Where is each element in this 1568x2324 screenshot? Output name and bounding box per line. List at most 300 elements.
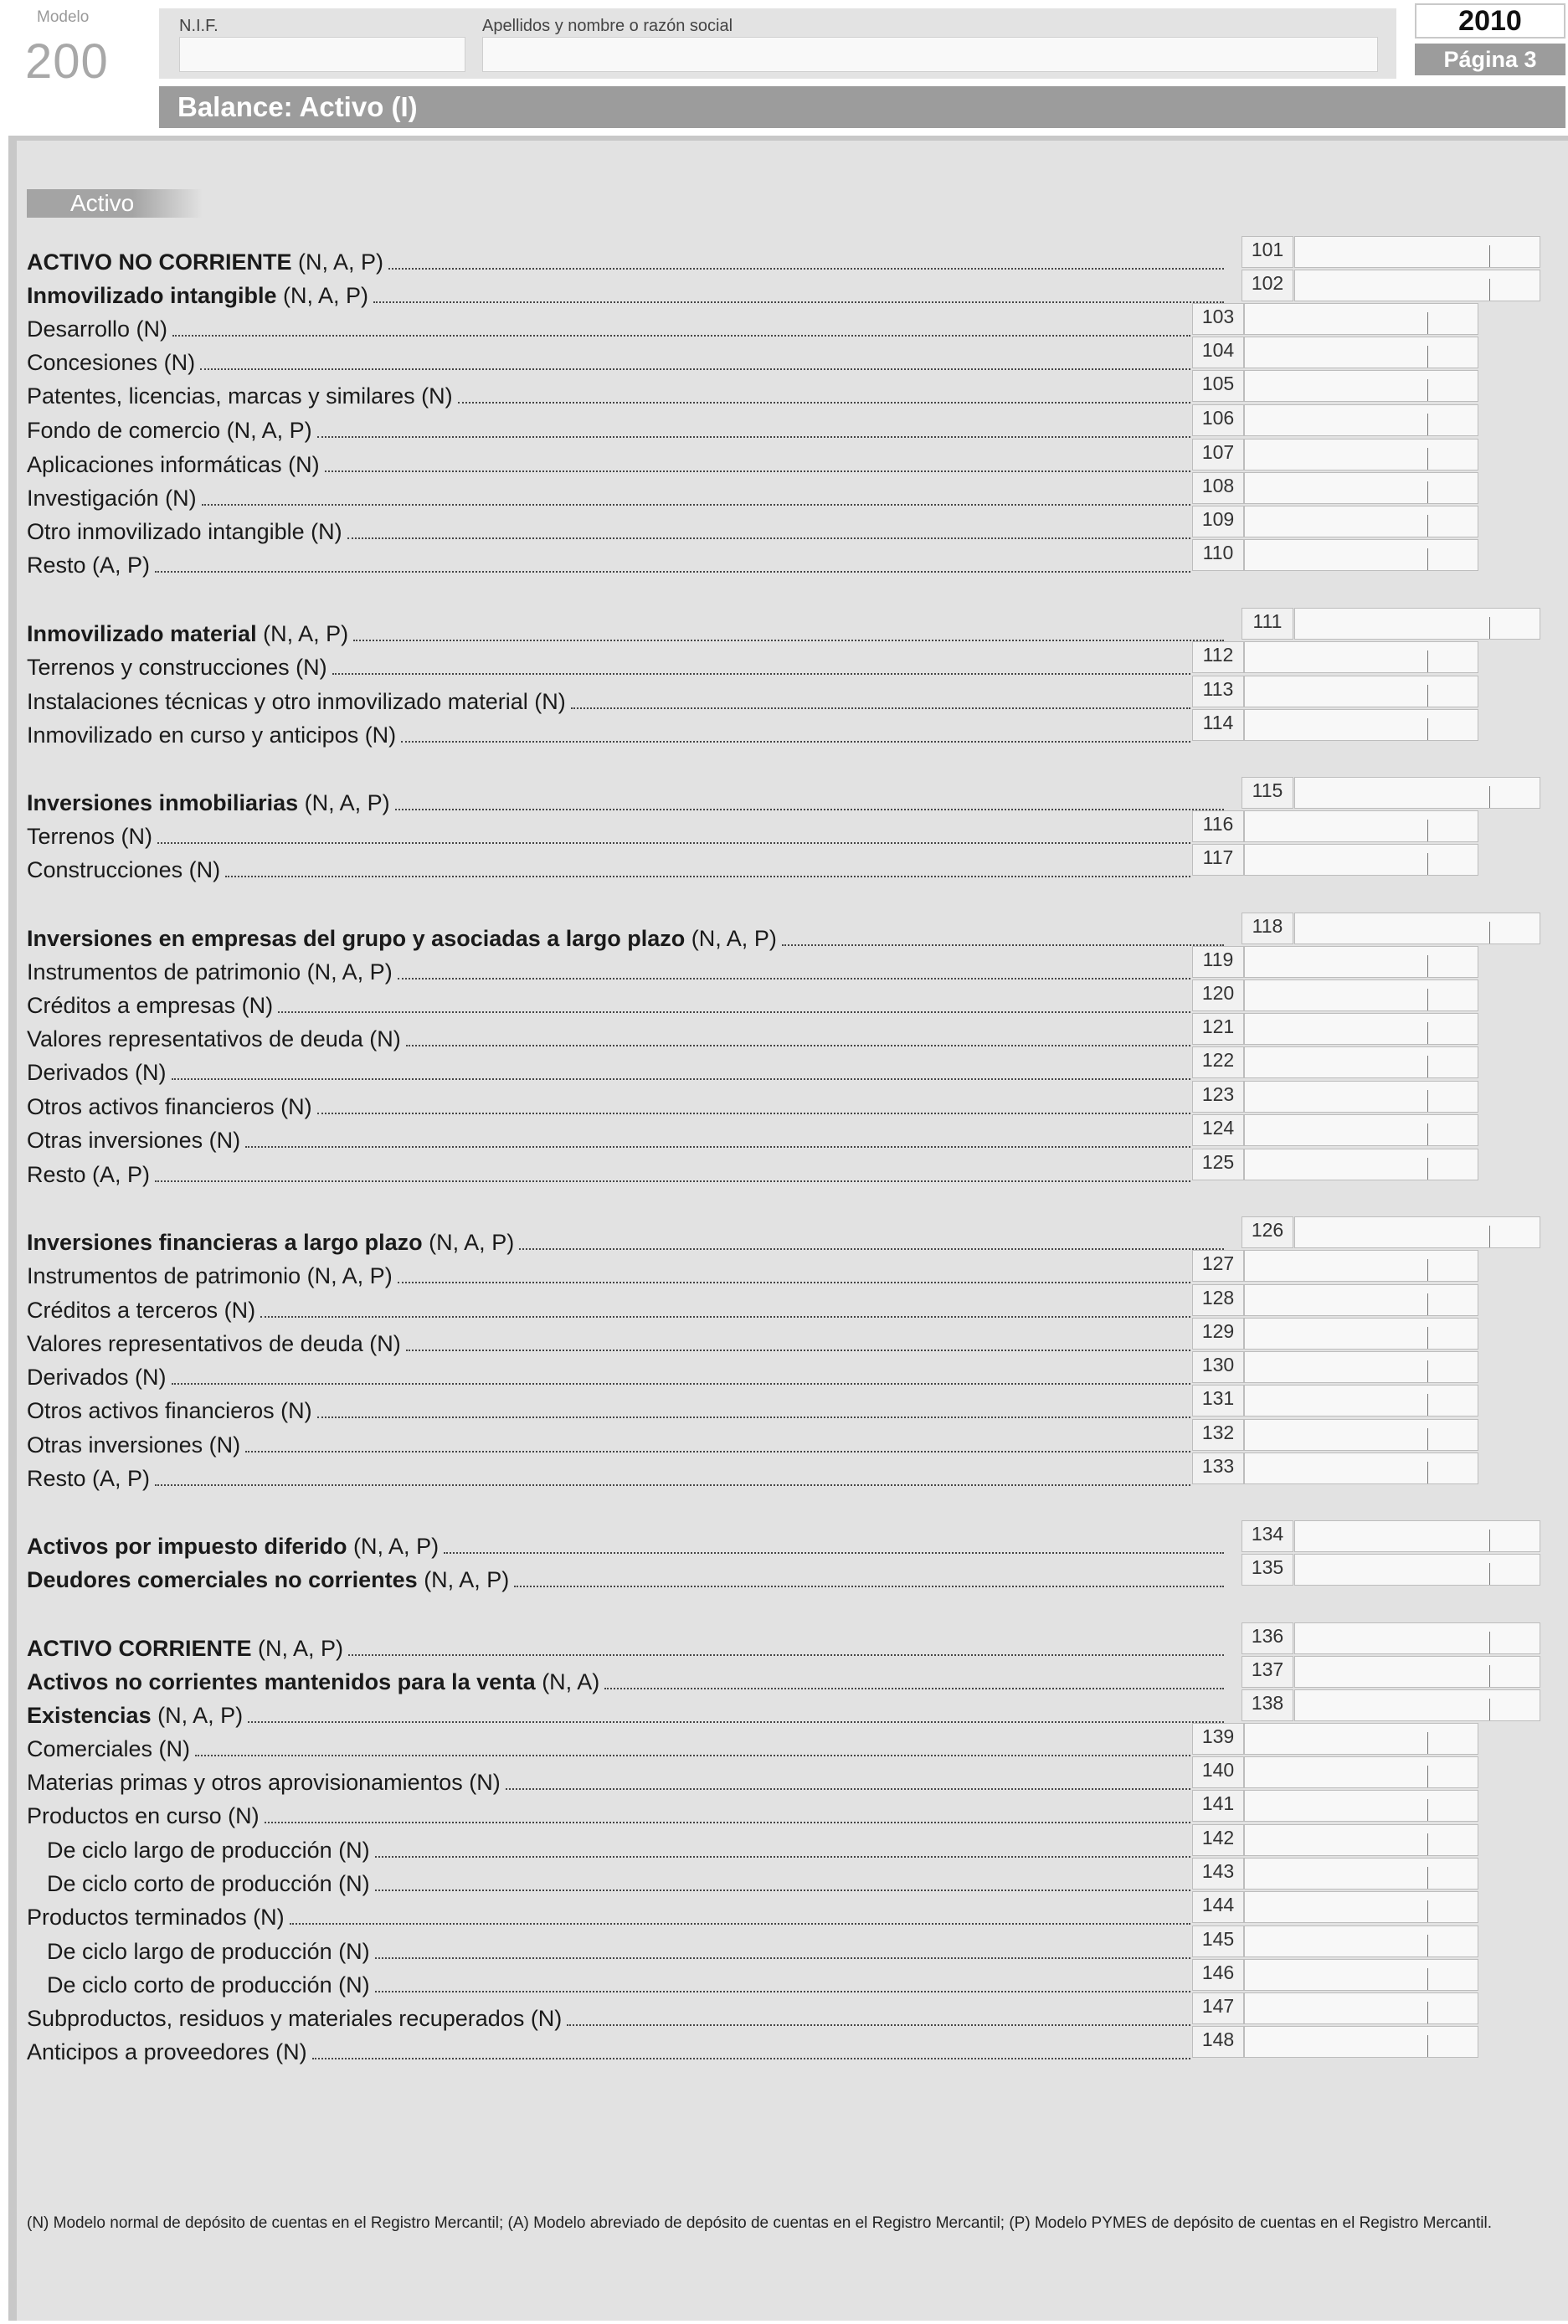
amount-input-101[interactable] — [1294, 236, 1540, 268]
row-label-qualifier: Concesiones (N) — [27, 350, 196, 375]
row-label — [27, 1331, 401, 1356]
row-label — [27, 1534, 439, 1559]
leader-dots — [200, 367, 1190, 370]
box-code: 107 — [1192, 439, 1244, 470]
balance-row — [27, 1663, 1226, 1694]
row-label — [27, 655, 327, 680]
amount-input-120[interactable] — [1244, 979, 1478, 1011]
leader-dots — [375, 1956, 1190, 1959]
balance-row — [27, 1763, 1192, 1795]
leader-dots — [202, 502, 1190, 506]
amount-input-148[interactable] — [1244, 2026, 1478, 2058]
row-label-bold: Activos no corrientes mantenidos para la venta — [27, 1669, 536, 1694]
balance-row — [27, 716, 1192, 748]
amount-input-144[interactable] — [1244, 1891, 1478, 1923]
leader-dots — [317, 1111, 1190, 1114]
amount-input-147[interactable] — [1244, 1992, 1478, 2024]
row-label-qualifier: De ciclo largo de producción (N) — [47, 1939, 370, 1964]
amount-input-136[interactable] — [1294, 1622, 1540, 1654]
balance-row — [27, 1898, 1192, 1930]
box-code: 125 — [1192, 1149, 1244, 1180]
amount-input-118[interactable] — [1294, 913, 1540, 944]
row-label-bold: Inversiones en empresas del grupo y asociadas a largo plazo — [27, 926, 686, 951]
leader-dots — [312, 2056, 1190, 2059]
leader-dots — [406, 1043, 1190, 1046]
amount-input-145[interactable] — [1244, 1926, 1478, 1957]
balance-row — [27, 1257, 1192, 1288]
row-label-qualifier: Derivados (N) — [27, 1060, 167, 1085]
leader-dots — [571, 706, 1190, 709]
box-code: 133 — [1192, 1452, 1244, 1484]
box-code: 109 — [1192, 506, 1244, 537]
balance-row — [27, 479, 1192, 511]
balance-row — [47, 1831, 1192, 1863]
box-code: 117 — [1192, 844, 1244, 876]
balance-row — [27, 614, 1226, 646]
box-code: 145 — [1192, 1926, 1244, 1957]
row-label — [27, 350, 195, 375]
row-label — [27, 283, 368, 308]
row-label-qualifier: Instrumentos de patrimonio (N, A, P) — [27, 1263, 393, 1288]
row-label-qualifier: Instrumentos de patrimonio (N, A, P) — [27, 959, 393, 985]
leader-dots — [317, 1415, 1190, 1418]
box-code: 124 — [1192, 1114, 1244, 1146]
amount-input-112[interactable] — [1244, 641, 1478, 673]
balance-row — [27, 1053, 1192, 1085]
row-label — [27, 553, 150, 578]
row-label-bold: Inmovilizado intangible — [27, 283, 277, 308]
row-label-qualifier: Fondo de comercio (N, A, P) — [27, 418, 312, 443]
amount-input-137[interactable] — [1294, 1656, 1540, 1688]
leader-dots — [348, 1653, 1224, 1656]
leader-dots — [395, 807, 1224, 810]
row-label-qualifier: (N, A, P) — [298, 790, 390, 815]
row-label-qualifier: Aplicaciones informáticas (N) — [27, 452, 320, 477]
amount-input-143[interactable] — [1244, 1858, 1478, 1890]
row-label-qualifier: Terrenos (N) — [27, 824, 153, 849]
leader-dots — [260, 1314, 1190, 1318]
row-label-qualifier: Créditos a empresas (N) — [27, 993, 274, 1018]
row-label — [27, 1365, 167, 1390]
box-code: 103 — [1192, 303, 1244, 335]
amount-input-107[interactable] — [1244, 439, 1478, 470]
box-code: 135 — [1242, 1554, 1293, 1586]
box-code: 138 — [1242, 1689, 1293, 1721]
row-label — [27, 1298, 255, 1323]
row-label-qualifier: De ciclo largo de producción (N) — [47, 1838, 370, 1863]
row-label — [27, 519, 342, 544]
row-label-qualifier: Otros activos financieros (N) — [27, 1398, 312, 1423]
box-code: 139 — [1192, 1723, 1244, 1755]
balance-row — [27, 310, 1192, 342]
box-code: 123 — [1192, 1081, 1244, 1113]
row-label-bold: Existencias — [27, 1703, 152, 1728]
row-label-bold: Deudores comerciales no corrientes — [27, 1567, 418, 1592]
box-code: 147 — [1192, 1992, 1244, 2024]
amount-input-123[interactable] — [1244, 1081, 1478, 1113]
row-label-qualifier: De ciclo corto de producción (N) — [47, 1871, 370, 1896]
balance-row — [27, 411, 1192, 443]
amount-input-115[interactable] — [1294, 777, 1540, 809]
row-label — [27, 824, 152, 849]
balance-row — [27, 784, 1226, 815]
row-label-qualifier: De ciclo corto de producción (N) — [47, 1972, 370, 1998]
row-label-bold: Inmovilizado material — [27, 621, 257, 646]
row-label-qualifier: (N, A, P) — [347, 1534, 440, 1559]
row-label-qualifier: Resto (A, P) — [27, 1162, 151, 1187]
row-label-qualifier: Derivados (N) — [27, 1365, 167, 1390]
leader-dots — [506, 1787, 1190, 1790]
leader-dots — [406, 1348, 1190, 1351]
amount-input-134[interactable] — [1294, 1520, 1540, 1552]
balance-row — [27, 986, 1192, 1018]
leader-dots — [172, 1077, 1190, 1080]
balance-row — [27, 546, 1192, 578]
box-code: 121 — [1192, 1013, 1244, 1045]
box-code: 132 — [1192, 1419, 1244, 1451]
row-label — [27, 621, 348, 646]
leader-dots — [375, 1854, 1190, 1858]
modelo-number: 200 — [25, 34, 109, 89]
row-label-qualifier: Otro inmovilizado intangible (N) — [27, 519, 342, 544]
balance-row — [27, 1560, 1226, 1592]
row-label — [27, 689, 566, 714]
row-label-qualifier: Productos en curso (N) — [27, 1803, 260, 1828]
box-code: 108 — [1192, 472, 1244, 504]
amount-input-119[interactable] — [1244, 946, 1478, 978]
box-code: 104 — [1192, 337, 1244, 368]
amount-input-146[interactable] — [1244, 1959, 1478, 1991]
leader-dots — [347, 536, 1190, 539]
row-label — [27, 1162, 150, 1187]
balance-row — [27, 682, 1192, 714]
box-code: 101 — [1242, 236, 1293, 268]
amount-input-102[interactable] — [1294, 270, 1540, 301]
box-code: 130 — [1192, 1351, 1244, 1383]
amount-input-121[interactable] — [1244, 1013, 1478, 1045]
balance-row — [27, 1020, 1192, 1051]
row-label — [47, 1871, 370, 1896]
balance-row — [27, 919, 1226, 951]
row-label-qualifier: Instalaciones técnicas y otro inmovilizado material (N) — [27, 689, 566, 714]
balance-row — [27, 953, 1192, 985]
box-code: 143 — [1192, 1858, 1244, 1890]
box-code: 127 — [1192, 1250, 1244, 1282]
leader-dots — [245, 1449, 1190, 1452]
row-label — [27, 249, 383, 275]
section-tab-activo: Activo — [27, 189, 203, 218]
box-code: 102 — [1242, 270, 1293, 301]
row-label — [47, 1972, 370, 1998]
row-label-qualifier: Desarrollo (N) — [27, 316, 168, 342]
leader-dots — [325, 469, 1190, 472]
name-label: Apellidos y nombre o razón social — [482, 17, 733, 35]
box-code: 141 — [1192, 1790, 1244, 1822]
row-label-qualifier: Otras inversiones (N) — [27, 1432, 241, 1458]
leader-dots — [398, 976, 1190, 979]
row-label-qualifier: Resto (A, P) — [27, 553, 151, 578]
row-label — [27, 1905, 285, 1930]
balance-row — [27, 1459, 1192, 1491]
balance-row — [27, 2033, 1192, 2064]
row-label — [27, 486, 197, 511]
leader-dots — [245, 1144, 1190, 1148]
row-label — [27, 316, 167, 342]
leader-dots — [373, 300, 1224, 303]
balance-row — [27, 1527, 1226, 1559]
row-label-qualifier: Productos terminados (N) — [27, 1905, 285, 1930]
row-label — [27, 1703, 243, 1728]
balance-row — [27, 1291, 1192, 1323]
row-label-bold: ACTIVO CORRIENTE — [27, 1636, 252, 1661]
row-label-qualifier: (N, A, P) — [291, 249, 384, 275]
row-label — [27, 1803, 260, 1828]
amount-input-129[interactable] — [1244, 1318, 1478, 1350]
leader-dots — [782, 943, 1224, 946]
row-label-qualifier: Valores representativos de deuda (N) — [27, 1026, 401, 1051]
box-code: 126 — [1242, 1216, 1293, 1248]
box-code: 137 — [1242, 1656, 1293, 1688]
row-label — [27, 857, 220, 882]
row-label-qualifier: (N, A, P) — [422, 1230, 515, 1255]
amount-input-113[interactable] — [1244, 676, 1478, 707]
balance-row — [27, 1730, 1192, 1761]
box-code: 105 — [1192, 370, 1244, 402]
leader-dots — [157, 841, 1190, 844]
row-label — [27, 1770, 501, 1795]
row-label-qualifier: (N, A, P) — [685, 926, 777, 951]
leader-dots — [248, 1720, 1224, 1723]
row-label — [27, 1432, 240, 1458]
modelo-label: Modelo — [37, 8, 90, 26]
year-badge: 2010 — [1415, 3, 1565, 39]
row-label — [27, 1060, 167, 1085]
amount-input-130[interactable] — [1244, 1351, 1478, 1383]
row-label-qualifier: Comerciales (N) — [27, 1736, 191, 1761]
balance-row — [47, 1932, 1192, 1964]
leader-dots — [353, 638, 1224, 641]
amount-input-128[interactable] — [1244, 1284, 1478, 1316]
page-badge: Página 3 — [1415, 44, 1565, 75]
row-label — [27, 790, 390, 815]
amount-input-104[interactable] — [1244, 337, 1478, 368]
amount-input-131[interactable] — [1244, 1385, 1478, 1417]
box-code: 122 — [1192, 1046, 1244, 1078]
balance-row — [27, 1087, 1192, 1119]
amount-input-117[interactable] — [1244, 844, 1478, 876]
amount-input-141[interactable] — [1244, 1790, 1478, 1822]
row-label-qualifier: Otras inversiones (N) — [27, 1128, 241, 1153]
amount-input-133[interactable] — [1244, 1452, 1478, 1484]
row-label-qualifier: Construcciones (N) — [27, 857, 221, 882]
row-label — [27, 418, 312, 443]
balance-row — [27, 817, 1192, 849]
row-label-qualifier: Subproductos, residuos y materiales recuperados (N) — [27, 2006, 563, 2031]
row-label — [47, 1838, 370, 1863]
row-label-qualifier: (N, A, P) — [251, 1636, 344, 1661]
leader-dots — [375, 1888, 1190, 1891]
row-label — [27, 1263, 393, 1288]
row-label — [27, 383, 453, 409]
row-label — [27, 1466, 150, 1491]
row-label — [27, 1230, 514, 1255]
row-label — [27, 1398, 312, 1423]
leader-dots — [317, 434, 1190, 438]
row-label-qualifier: Valores representativos de deuda (N) — [27, 1331, 401, 1356]
row-label-qualifier: (N, A, P) — [276, 283, 369, 308]
amount-input-103[interactable] — [1244, 303, 1478, 335]
row-label-qualifier: Créditos a terceros (N) — [27, 1298, 256, 1323]
leader-dots — [401, 739, 1190, 743]
row-label — [27, 1026, 401, 1051]
amount-input-125[interactable] — [1244, 1149, 1478, 1180]
leader-dots — [604, 1686, 1224, 1689]
balance-row — [27, 377, 1192, 409]
box-code: 144 — [1192, 1891, 1244, 1923]
box-code: 118 — [1242, 913, 1293, 944]
row-label — [27, 2039, 307, 2064]
amount-input-127[interactable] — [1244, 1250, 1478, 1282]
row-label-qualifier: Materias primas y otros aprovisionamientos (N) — [27, 1770, 501, 1795]
row-label-qualifier: Resto (A, P) — [27, 1466, 151, 1491]
box-code: 142 — [1192, 1824, 1244, 1856]
leader-dots — [155, 1179, 1190, 1182]
row-label — [27, 1094, 312, 1119]
amount-input-108[interactable] — [1244, 472, 1478, 504]
amount-input-122[interactable] — [1244, 1046, 1478, 1078]
balance-row — [27, 1999, 1192, 2031]
row-label-qualifier: Terrenos y construcciones (N) — [27, 655, 327, 680]
balance-row — [27, 648, 1192, 680]
box-code: 116 — [1192, 810, 1244, 842]
row-label — [27, 926, 777, 951]
row-label — [47, 1939, 370, 1964]
balance-row — [27, 276, 1226, 308]
row-label-qualifier: Inmovilizado en curso y anticipos (N) — [27, 722, 397, 748]
leader-dots — [519, 1247, 1224, 1250]
amount-input-132[interactable] — [1244, 1419, 1478, 1451]
row-label — [27, 722, 396, 748]
balance-row — [27, 1696, 1226, 1728]
amount-input-105[interactable] — [1244, 370, 1478, 402]
row-label — [27, 1669, 599, 1694]
balance-row — [27, 512, 1192, 544]
balance-row — [27, 1391, 1192, 1423]
row-label — [27, 1128, 240, 1153]
box-code: 111 — [1242, 608, 1293, 640]
leader-dots — [567, 2023, 1190, 2026]
footnote: (N) Modelo normal de depósito de cuentas en el Registro Mercantil; (A) Modelo abreviado de depósito de cuentas en el Registro Mercantil; (P) Modelo PYMES de depósito de cuentas en el Registro Mercantil. — [27, 2214, 1492, 2232]
row-label — [27, 1636, 343, 1661]
row-label — [27, 1736, 190, 1761]
leader-dots — [332, 671, 1190, 675]
balance-row — [27, 1223, 1226, 1255]
amount-input-138[interactable] — [1294, 1689, 1540, 1721]
row-label-bold: Inversiones financieras a largo plazo — [27, 1230, 423, 1255]
amount-input-124[interactable] — [1244, 1114, 1478, 1146]
row-label — [27, 1567, 509, 1592]
row-label — [27, 452, 320, 477]
page-title: Balance: Activo (I) — [177, 91, 418, 122]
amount-input-106[interactable] — [1244, 404, 1478, 436]
balance-row — [27, 445, 1192, 477]
amount-input-114[interactable] — [1244, 709, 1478, 741]
leader-dots — [155, 1483, 1190, 1486]
balance-row — [47, 1966, 1192, 1998]
row-label-bold: ACTIVO NO CORRIENTE — [27, 249, 292, 275]
box-code: 119 — [1192, 946, 1244, 978]
leader-dots — [514, 1584, 1224, 1587]
balance-row — [27, 1797, 1192, 1828]
row-label-qualifier: Anticipos a proveedores (N) — [27, 2039, 307, 2064]
row-label-qualifier: Investigación (N) — [27, 486, 197, 511]
balance-row — [27, 851, 1192, 882]
amount-input-139[interactable] — [1244, 1723, 1478, 1755]
amount-input-142[interactable] — [1244, 1824, 1478, 1856]
balance-row — [27, 1324, 1192, 1356]
leader-dots — [155, 569, 1190, 573]
name-field[interactable] — [482, 37, 1378, 72]
box-code: 115 — [1242, 777, 1293, 809]
row-label-qualifier: (N, A, P) — [151, 1703, 244, 1728]
row-label — [27, 2006, 562, 2031]
amount-input-109[interactable] — [1244, 506, 1478, 537]
leader-dots — [290, 1921, 1190, 1925]
box-code: 129 — [1192, 1318, 1244, 1350]
amount-input-140[interactable] — [1244, 1756, 1478, 1788]
balance-row — [27, 1629, 1226, 1661]
leader-dots — [278, 1010, 1190, 1013]
amount-input-111[interactable] — [1294, 608, 1540, 640]
box-code: 140 — [1192, 1756, 1244, 1788]
leader-dots — [265, 1820, 1190, 1823]
box-code: 112 — [1192, 641, 1244, 673]
row-label-qualifier: Patentes, licencias, marcas y similares (N) — [27, 383, 453, 409]
leader-dots — [444, 1550, 1224, 1554]
box-code: 113 — [1192, 676, 1244, 707]
balance-row — [27, 1358, 1192, 1390]
row-label-bold: Inversiones inmobiliarias — [27, 790, 299, 815]
box-code: 128 — [1192, 1284, 1244, 1316]
row-label — [27, 993, 273, 1018]
box-code: 110 — [1192, 539, 1244, 571]
leader-dots — [172, 1381, 1190, 1385]
amount-input-116[interactable] — [1244, 810, 1478, 842]
amount-input-126[interactable] — [1294, 1216, 1540, 1248]
balance-row — [27, 1426, 1192, 1458]
box-code: 131 — [1192, 1385, 1244, 1417]
leader-dots — [375, 1989, 1190, 1992]
leader-dots — [458, 400, 1190, 404]
row-label-qualifier: (N, A, P) — [417, 1567, 510, 1592]
nif-label: N.I.F. — [179, 17, 218, 35]
balance-row — [27, 343, 1192, 375]
balance-row — [27, 1155, 1192, 1187]
row-label-qualifier: Otros activos financieros (N) — [27, 1094, 312, 1119]
row-label-bold: Activos por impuesto diferido — [27, 1534, 347, 1559]
amount-input-110[interactable] — [1244, 539, 1478, 571]
box-code: 146 — [1192, 1959, 1244, 1991]
row-label-qualifier: (N, A) — [535, 1669, 600, 1694]
balance-row — [27, 243, 1226, 275]
nif-field[interactable] — [179, 37, 465, 72]
box-code: 120 — [1192, 979, 1244, 1011]
leader-dots — [225, 874, 1190, 877]
row-label — [27, 959, 393, 985]
leader-dots — [398, 1280, 1190, 1283]
amount-input-135[interactable] — [1294, 1554, 1540, 1586]
balance-row — [47, 1864, 1192, 1896]
